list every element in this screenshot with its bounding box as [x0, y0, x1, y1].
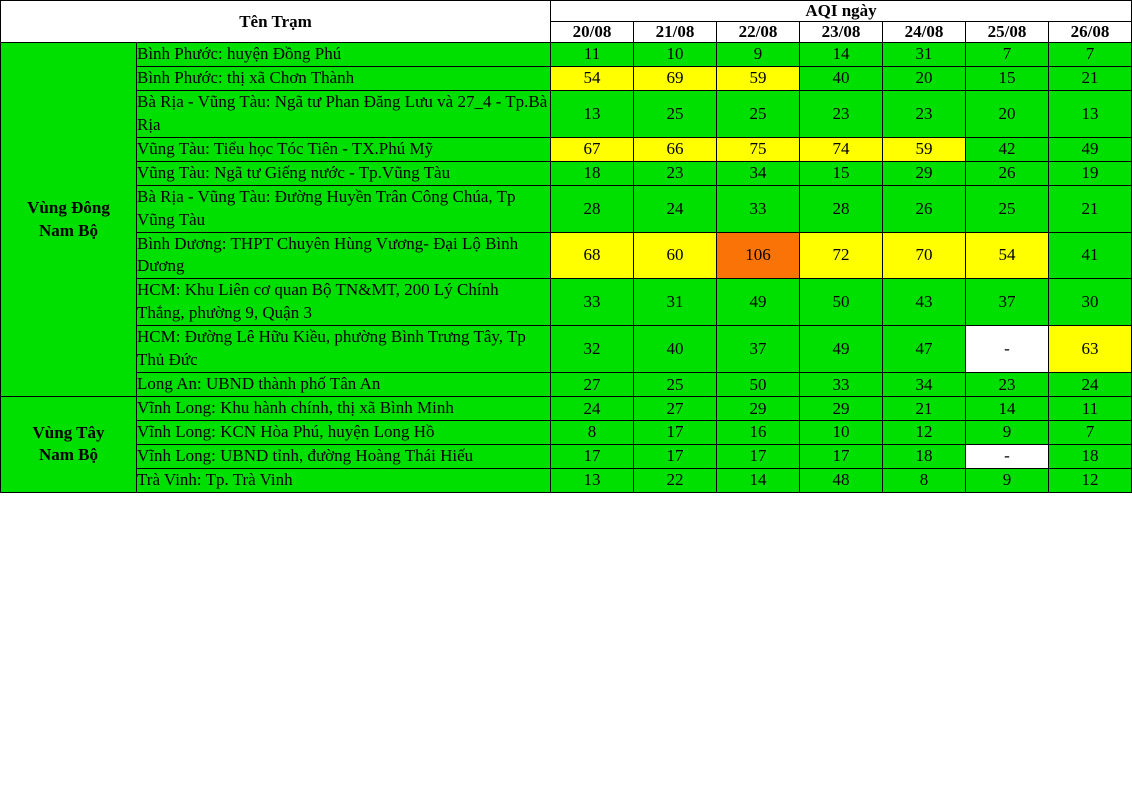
station-name-cell: Trà Vinh: Tp. Trà Vinh: [137, 468, 551, 492]
aqi-value-cell: 75: [717, 137, 800, 161]
aqi-value-cell: 10: [800, 421, 883, 445]
aqi-value-cell: 70: [883, 232, 966, 279]
table-row: [1, 161, 1132, 185]
table-row: [1, 137, 1132, 161]
aqi-value-cell: 15: [800, 161, 883, 185]
aqi-value-cell: 24: [634, 185, 717, 232]
aqi-value-cell: -: [966, 444, 1049, 468]
aqi-value-cell: 33: [717, 185, 800, 232]
header-date-2: 22/08: [717, 22, 800, 43]
aqi-value-cell: 34: [717, 161, 800, 185]
aqi-value-cell: 37: [717, 326, 800, 373]
aqi-value-cell: 21: [1049, 185, 1132, 232]
aqi-value-cell: 15: [966, 66, 1049, 90]
aqi-value-cell: 43: [883, 279, 966, 326]
aqi-value-cell: 21: [883, 397, 966, 421]
station-name-cell: Bình Dương: THPT Chuyên Hùng Vương- Đại Lộ Bình Dương: [137, 232, 551, 279]
header-date-4: 24/08: [883, 22, 966, 43]
aqi-value-cell: 31: [634, 279, 717, 326]
aqi-value-cell: 41: [1049, 232, 1132, 279]
region-name-cell: [1, 43, 137, 397]
region-name-line1: Vùng Đông: [27, 197, 110, 217]
region-name-line1: Vùng Tây: [32, 422, 105, 442]
aqi-value-cell: 63: [1049, 326, 1132, 373]
aqi-value-cell: 25: [634, 373, 717, 397]
aqi-value-cell: 47: [883, 326, 966, 373]
aqi-value-cell: 7: [1049, 421, 1132, 445]
aqi-value-cell: 106: [717, 232, 800, 279]
aqi-value-cell: 72: [800, 232, 883, 279]
aqi-value-cell: 74: [800, 137, 883, 161]
aqi-value-cell: 20: [966, 90, 1049, 137]
aqi-value-cell: 29: [800, 397, 883, 421]
aqi-value-cell: 13: [551, 90, 634, 137]
header-date-6: 26/08: [1049, 22, 1132, 43]
aqi-value-cell: 33: [800, 373, 883, 397]
aqi-value-cell: 22: [634, 468, 717, 492]
aqi-value-cell: 21: [1049, 66, 1132, 90]
aqi-value-cell: 10: [634, 43, 717, 67]
aqi-value-cell: 18: [883, 444, 966, 468]
aqi-value-cell: 13: [551, 468, 634, 492]
aqi-value-cell: 50: [800, 279, 883, 326]
aqi-value-cell: 49: [717, 279, 800, 326]
region-name-line2: Nam Bộ: [38, 445, 99, 465]
aqi-value-cell: 8: [883, 468, 966, 492]
station-name-cell: Long An: UBND thành phố Tân An: [137, 373, 551, 397]
aqi-value-cell: 40: [634, 326, 717, 373]
aqi-value-cell: 54: [551, 66, 634, 90]
table-row: [1, 444, 1132, 468]
aqi-value-cell: 67: [551, 137, 634, 161]
aqi-value-cell: 13: [1049, 90, 1132, 137]
aqi-value-cell: 48: [800, 468, 883, 492]
header-date-0: 20/08: [551, 22, 634, 43]
aqi-value-cell: 25: [634, 90, 717, 137]
station-name-cell: Bình Phước: huyện Đồng Phú: [137, 43, 551, 67]
aqi-value-cell: 23: [966, 373, 1049, 397]
aqi-value-cell: 54: [966, 232, 1049, 279]
table-row: [1, 421, 1132, 445]
table-row: [1, 279, 1132, 326]
aqi-value-cell: 17: [634, 421, 717, 445]
aqi-value-cell: 33: [551, 279, 634, 326]
header-aqi-title: AQI ngày: [551, 1, 1132, 22]
aqi-value-cell: 28: [800, 185, 883, 232]
aqi-value-cell: 30: [1049, 279, 1132, 326]
aqi-value-cell: 9: [717, 43, 800, 67]
header-station-name: Tên Trạm: [1, 1, 551, 43]
station-name-cell: Vĩnh Long: KCN Hòa Phú, huyện Long Hồ: [137, 421, 551, 445]
aqi-value-cell: 14: [800, 43, 883, 67]
table-row: [1, 90, 1132, 137]
aqi-value-cell: 34: [883, 373, 966, 397]
aqi-value-cell: 29: [883, 161, 966, 185]
table-row: [1, 373, 1132, 397]
aqi-value-cell: 37: [966, 279, 1049, 326]
table-row: [1, 326, 1132, 373]
aqi-value-cell: 9: [966, 421, 1049, 445]
region-name-line2: Nam Bộ: [38, 220, 99, 240]
header-date-3: 23/08: [800, 22, 883, 43]
table-header: [1, 1, 1132, 43]
aqi-value-cell: 49: [800, 326, 883, 373]
station-name-cell: Bà Rịa - Vũng Tàu: Ngã tư Phan Đăng Lưu và 27_4 - Tp.Bà Rịa: [137, 90, 551, 137]
aqi-value-cell: 11: [1049, 397, 1132, 421]
aqi-value-cell: -: [966, 326, 1049, 373]
aqi-value-cell: 7: [1049, 43, 1132, 67]
aqi-value-cell: 32: [551, 326, 634, 373]
aqi-value-cell: 7: [966, 43, 1049, 67]
station-name-cell: HCM: Khu Liên cơ quan Bộ TN&MT, 200 Lý Chính Thắng, phường 9, Quận 3: [137, 279, 551, 326]
aqi-value-cell: 25: [966, 185, 1049, 232]
aqi-value-cell: 14: [717, 468, 800, 492]
aqi-value-cell: 27: [634, 397, 717, 421]
aqi-value-cell: 8: [551, 421, 634, 445]
aqi-value-cell: 12: [883, 421, 966, 445]
aqi-value-cell: 27: [551, 373, 634, 397]
aqi-value-cell: 16: [717, 421, 800, 445]
aqi-value-cell: 66: [634, 137, 717, 161]
aqi-value-cell: 40: [800, 66, 883, 90]
aqi-value-cell: 17: [717, 444, 800, 468]
aqi-value-cell: 60: [634, 232, 717, 279]
aqi-value-cell: 11: [551, 43, 634, 67]
aqi-value-cell: 28: [551, 185, 634, 232]
aqi-value-cell: 17: [634, 444, 717, 468]
aqi-value-cell: 24: [551, 397, 634, 421]
station-name-cell: Vĩnh Long: UBND tỉnh, đường Hoàng Thái Hiếu: [137, 444, 551, 468]
aqi-value-cell: 59: [717, 66, 800, 90]
table-row: [1, 397, 1132, 421]
aqi-value-cell: 42: [966, 137, 1049, 161]
aqi-value-cell: 50: [717, 373, 800, 397]
region-name-cell: [1, 397, 137, 493]
table-row: [1, 43, 1132, 67]
table-body: [1, 43, 1132, 493]
station-name-cell: Bà Rịa - Vũng Tàu: Đường Huyền Trân Công Chúa, Tp Vũng Tàu: [137, 185, 551, 232]
aqi-value-cell: 29: [717, 397, 800, 421]
aqi-value-cell: 31: [883, 43, 966, 67]
aqi-value-cell: 59: [883, 137, 966, 161]
aqi-value-cell: 49: [1049, 137, 1132, 161]
aqi-value-cell: 20: [883, 66, 966, 90]
station-name-cell: Vũng Tàu: Tiểu học Tóc Tiên - TX.Phú Mỹ: [137, 137, 551, 161]
station-name-cell: Vĩnh Long: Khu hành chính, thị xã Bình Minh: [137, 397, 551, 421]
aqi-value-cell: 68: [551, 232, 634, 279]
station-name-cell: Vũng Tàu: Ngã tư Giếng nước - Tp.Vũng Tàu: [137, 161, 551, 185]
aqi-value-cell: 12: [1049, 468, 1132, 492]
header-date-1: 21/08: [634, 22, 717, 43]
table-row: [1, 185, 1132, 232]
aqi-value-cell: 14: [966, 397, 1049, 421]
aqi-value-cell: 23: [800, 90, 883, 137]
aqi-value-cell: 25: [717, 90, 800, 137]
aqi-value-cell: 24: [1049, 373, 1132, 397]
station-name-cell: Bình Phước: thị xã Chơn Thành: [137, 66, 551, 90]
aqi-value-cell: 18: [551, 161, 634, 185]
aqi-value-cell: 17: [551, 444, 634, 468]
aqi-value-cell: 17: [800, 444, 883, 468]
aqi-value-cell: 26: [883, 185, 966, 232]
table-row: [1, 232, 1132, 279]
aqi-value-cell: 23: [883, 90, 966, 137]
table-row: [1, 468, 1132, 492]
aqi-value-cell: 18: [1049, 444, 1132, 468]
aqi-value-cell: 9: [966, 468, 1049, 492]
header-date-5: 25/08: [966, 22, 1049, 43]
aqi-value-cell: 69: [634, 66, 717, 90]
table-row: [1, 66, 1132, 90]
aqi-value-cell: 26: [966, 161, 1049, 185]
aqi-value-cell: 19: [1049, 161, 1132, 185]
aqi-value-cell: 23: [634, 161, 717, 185]
station-name-cell: HCM: Đường Lê Hữu Kiều, phường Bình Trưng Tây, Tp Thủ Đức: [137, 326, 551, 373]
